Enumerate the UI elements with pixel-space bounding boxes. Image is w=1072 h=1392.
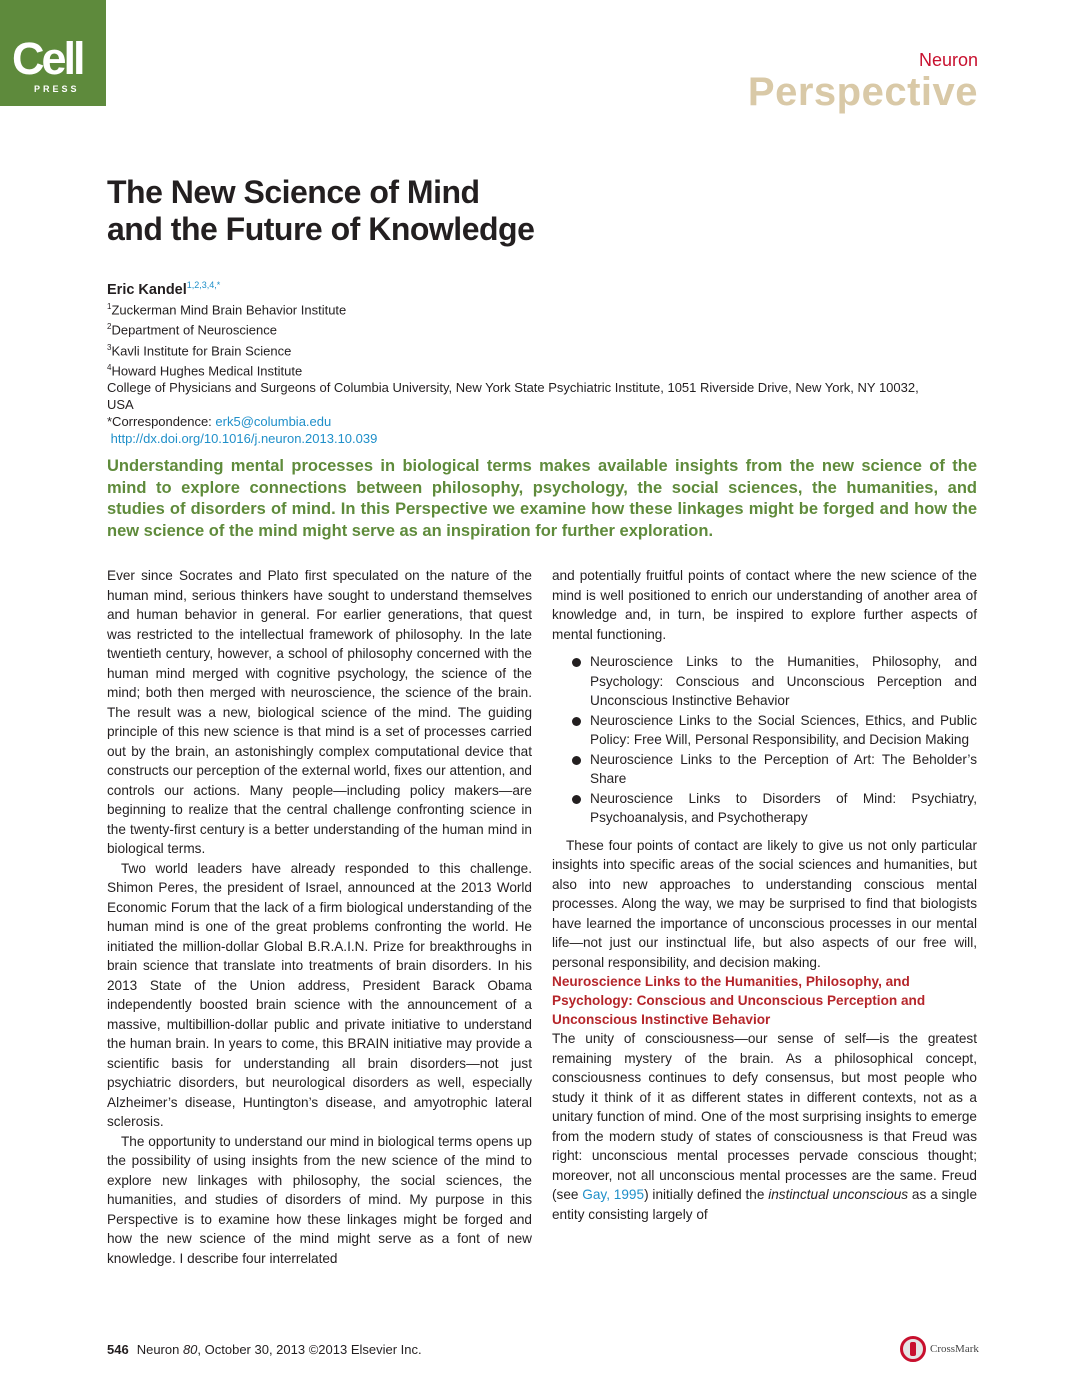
title-line-1: The New Science of Mind	[107, 174, 480, 210]
crossmark-badge[interactable]	[900, 1336, 980, 1366]
bullet-item: Neuroscience Links to the Social Sciences, Ethics, and Public Policy: Free Will, Personal Responsibility, and Decision Making	[572, 711, 977, 750]
correspondence: *Correspondence: erk5@columbia.edu	[107, 414, 332, 430]
affiliation-2: $^2$Department of Neuroscience	[107, 322, 277, 338]
logo-press: PRESS	[34, 84, 80, 94]
bullet-item: Neuroscience Links to the Perception of Art: The Beholder’s Share	[572, 750, 977, 789]
title-line-2: and the Future of Knowledge	[107, 211, 535, 247]
page-footer: 546 Neuron 80, October 30, 2013 ©2013 Elsevier Inc.	[107, 1342, 422, 1357]
left-column	[107, 566, 532, 1268]
article-title	[107, 174, 807, 248]
bullet-item: Neuroscience Links to the Humanities, Philosophy, and Psychology: Conscious and Unconscious Perception and Unconscious Instinctive Behavior	[572, 652, 977, 711]
bullet-list	[552, 652, 977, 828]
paragraph: Two world leaders have already responded to this challenge. Shimon Peres, the president of Israel, announced at the 2013 World Economic Forum that the lack of a firm biological understanding of the human mind is one of the great problems confronting the world. He initiated the million-dollar Global B.R.A.I.N. Prize for breakthroughs in brain science that translate into treatments of brain disorders. In his 2013 State of the Union address, President Barack Obama independently boosted brain science with the announcement of a massive, multibillion-dollar public and private initiative to understand the human brain. In years to come, this BRAIN initiative may provide a scientific basis for understanding all brain disorders—not just psychiatric disorders, but neurological disorders as well, especially Alzheimer’s disease, Huntington’s disease, and amyotrophic lateral sclerosis.	[107, 860, 532, 1129]
bullet-item: Neuroscience Links to Disorders of Mind: Psychiatry, Psychoanalysis, and Psychotherapy	[572, 789, 977, 828]
section-label: Perspective	[747, 70, 978, 114]
doi-link[interactable]: http://dx.doi.org/10.1016/j.neuron.2013.10.039	[110, 431, 378, 447]
section-heading: Neuroscience Links to the Humanities, Philosophy, and Psychology: Conscious and Unconscious Perception and Unconscious Instinctive Behavior	[552, 974, 926, 1027]
affiliation-4: $^4$Howard Hughes Medical Institute	[107, 362, 303, 379]
right-column	[552, 566, 977, 1224]
email-link[interactable]: erk5@columbia.edu	[215, 414, 332, 430]
crossmark-label: CrossMark	[930, 1343, 979, 1355]
citation-link[interactable]: Gay, 1995	[582, 1187, 645, 1202]
author-line	[107, 280, 220, 298]
affiliation-3: $^3$Kavli Institute for Brain Science	[107, 342, 292, 358]
author-name: Eric Kandel	[107, 281, 187, 298]
paragraph: These four points of contact are likely to give us not only particular insights into specific areas of the social sciences and humanities, but also into new approaches to understanding conscious mental processes. Along the way, we may be surprised to find that biologists have learned the importance of unconscious processes in our mental life—not just our instinctual life, but also aspects of our free will, personal responsibility, and decision making.	[552, 837, 977, 970]
affiliation-5: College of Physicians and Surgeons of Columbia University, New York State Psychiatric Institute, 1051 Riverside Drive, New York, NY 10032, USA	[107, 380, 919, 413]
page-number: 546	[107, 1342, 129, 1357]
crossmark-icon	[900, 1336, 926, 1362]
logo-word: Cell	[12, 33, 83, 84]
abstract: Understanding mental processes in biological terms makes available insights from the new science of the mind to explore connections between philosophy, psychology, the social sciences, the humanities, and studies of disorders of mind. In this Perspective we examine how these linkages might be forged and how the new science of the mind might serve as an inspiration for further exploration.	[107, 457, 977, 540]
affiliations	[107, 298, 937, 447]
cell-press-logo	[0, 0, 106, 106]
author-marks[interactable]: 1,2,3,4,*	[186, 280, 221, 290]
paragraph: and potentially fruitful points of contact where the new science of the mind is well positioned to enrich our understanding of another area of knowledge and, in turn, be inspired to explore further aspects of mental functioning.	[552, 568, 977, 642]
paragraph: The unity of consciousness—our sense of self—is the greatest remaining mystery of the brain. As a philosophical concept, consciousness continues to defy consensus, but most people who study it think of it as different states in different contexts, not as a unitary function of mind. One of the most surprising insights to emerge from the modern study of states of consciousness is that Freud was right: unconscious mental processes pervade conscious thought; moreover, not all unconscious mental processes are the same. Freud (see Gay, 1995) initially defined the instinctual unconscious as a single entity consisting largely of	[552, 1031, 978, 1222]
journal-name: Neuron	[918, 50, 978, 70]
doi-row	[107, 430, 937, 447]
paragraph: The opportunity to understand our mind in biological terms opens up the possibility of using insights from the new science of the mind to explore new linkages with philosophy, the social sciences, the humanities, and studies of disorders of mind. My purpose in this Perspective is to examine how these linkages might be forged and how the new science of the mind might serve as a font of new knowledge. I describe four interrelated	[107, 1133, 532, 1266]
paragraph: Ever since Socrates and Plato first speculated on the nature of the human mind, serious thinkers have sought to understand themselves and human behavior in general. For earlier generations, that quest was restricted to the intellectual framework of philosophy. In the late twentieth century, however, a school of philosophy concerned with the human mind merged with cognitive psychology, the science of the mind; both then merged with neuroscience, the science of the brain. The result was a new, biological science of the mind. The guiding principle of this new science is that mind is a set of processes carried out by the brain, an astonishingly complex computational device that constructs our perception of the external world, fixes our attention, and controls our actions. Many people—including policy makers—are beginning to realize that the central challenge confronting science in the twenty-first century is a better understanding of the human mind in biological terms.	[107, 568, 532, 856]
affiliation-1: $^1$Zuckerman Mind Brain Behavior Institute	[107, 302, 347, 318]
